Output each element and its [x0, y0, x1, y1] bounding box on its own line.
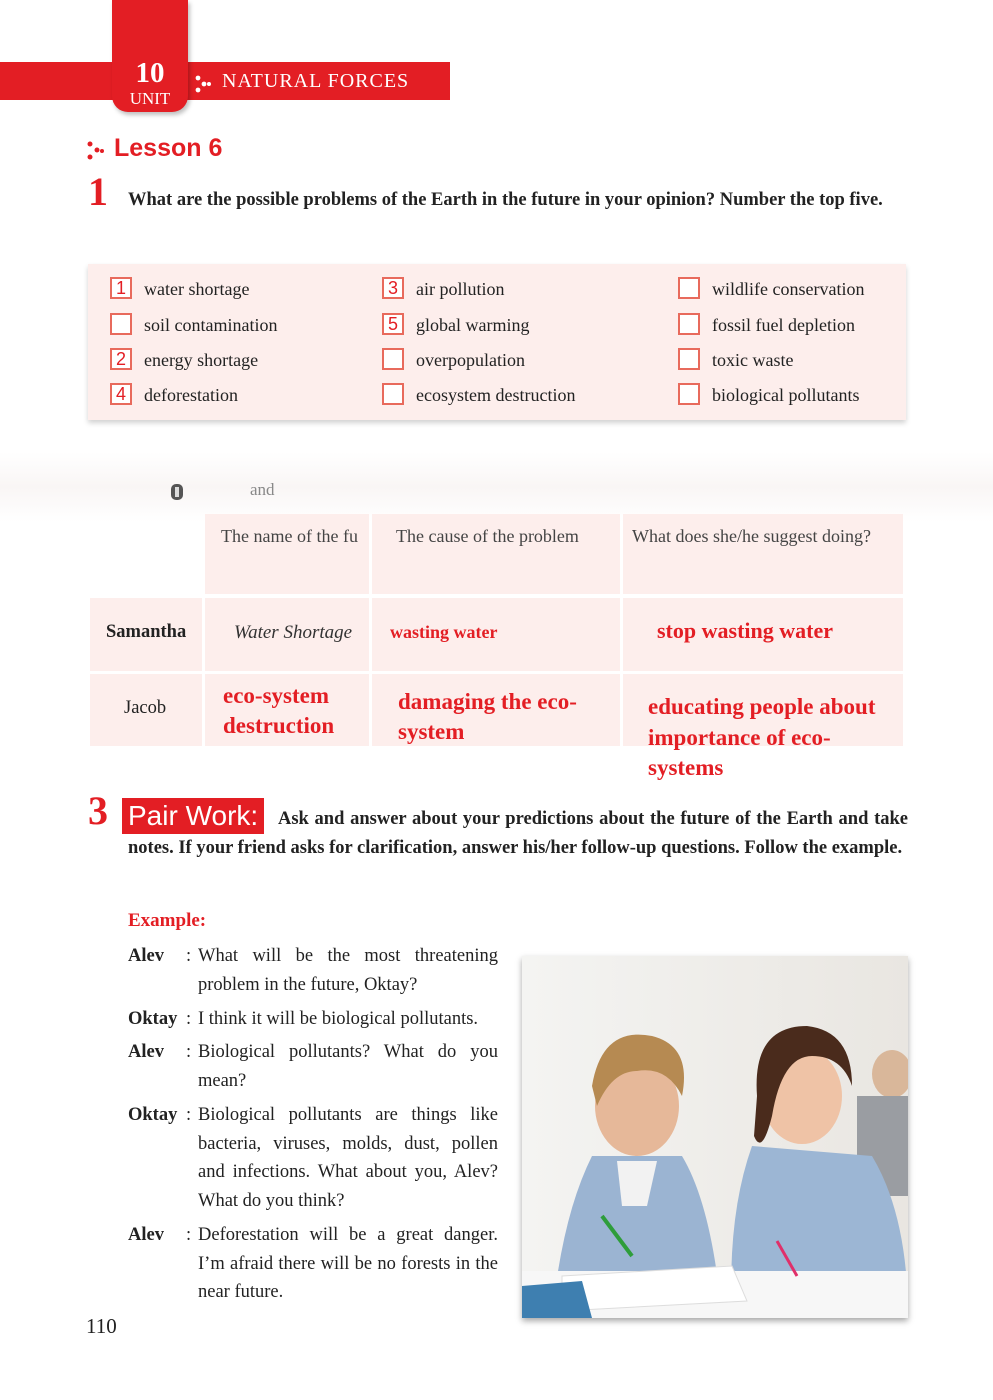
checklist-label: overpopulation: [416, 350, 525, 370]
checklist-label: energy shortage: [144, 350, 259, 370]
colon: :: [186, 1105, 192, 1125]
suggestion-answer: educating people about importance of eco-systems: [648, 694, 876, 780]
faded-instruction-text: and: [250, 480, 275, 499]
checklist-label: soil contamination: [144, 315, 278, 335]
table-header-cell: [372, 514, 620, 594]
unit-label: UNIT: [129, 89, 171, 108]
rank-box[interactable]: [678, 348, 700, 370]
cause-answer: damaging the eco-system: [398, 689, 577, 744]
table-cell[interactable]: [623, 598, 903, 671]
rank-box[interactable]: [678, 383, 700, 405]
speaker: Oktay: [128, 1105, 178, 1125]
question-number-1: 1: [88, 169, 108, 214]
rank-box[interactable]: 1: [110, 277, 132, 299]
rank-box[interactable]: 5: [382, 313, 404, 335]
faded-instruction-strip: [0, 452, 993, 522]
rank-box[interactable]: [678, 277, 700, 299]
chevron-dots-icon: [194, 74, 212, 94]
speaker: Alev: [128, 1042, 164, 1062]
header-cause: The cause of the problem: [396, 526, 579, 546]
colon: :: [186, 1225, 192, 1245]
rank-box[interactable]: [678, 313, 700, 335]
students-illustration: [522, 956, 908, 1318]
question-number-3: 3: [88, 788, 108, 833]
speaker: Oktay: [128, 1009, 178, 1029]
table-header-cell: [205, 514, 369, 594]
colon: :: [186, 1042, 192, 1062]
dialogue-text: Biological pollutants? What do you mean?: [198, 1042, 498, 1091]
checklist-label: air pollution: [416, 279, 505, 299]
rank-box[interactable]: [110, 313, 132, 335]
pair-work-badge: Pair Work:: [122, 798, 264, 834]
header-suggestion: What does she/he suggest doing?: [632, 526, 871, 546]
speaker: Alev: [128, 946, 164, 966]
rank-box[interactable]: [382, 348, 404, 370]
table-row-label: [90, 598, 202, 671]
problem-answer: Water Shortage: [234, 622, 353, 643]
rank-box[interactable]: [382, 383, 404, 405]
dialogue-text: Biological pollutants are things like bacteria, viruses, molds, dust, pollen and infections. What about you, Alev? What do you think?: [198, 1105, 498, 1211]
rank-box[interactable]: 3: [382, 277, 404, 299]
page-number: 110: [86, 1314, 117, 1338]
problem-checklist: [88, 264, 906, 420]
dialogue-text: Deforestation will be a great danger. I’m afraid there will be no forests in the near future.: [198, 1225, 498, 1302]
rank-box[interactable]: 2: [110, 348, 132, 370]
student-name: Samantha: [106, 622, 187, 642]
audio-icon[interactable]: [170, 482, 184, 502]
checklist-label: global warming: [416, 315, 530, 335]
checklist-label: wildlife conservation: [712, 279, 865, 299]
suggestion-answer: stop wasting water: [657, 618, 833, 643]
question-1-text: What are the possible problems of the Earth in the future in your opinion? Number the top five.: [128, 190, 883, 210]
checklist-label: ecosystem destruction: [416, 385, 576, 405]
dialogue-text: What will be the most threatening problem in the future, Oktay?: [198, 946, 498, 995]
unit-title: NATURAL FORCES: [222, 70, 410, 92]
rank-box[interactable]: 4: [110, 383, 132, 405]
table-cell[interactable]: [372, 598, 620, 671]
table-row-label: [90, 674, 202, 746]
checklist-label: biological pollutants: [712, 385, 860, 405]
problem-answer: eco-system destruction: [223, 683, 335, 738]
unit-number: 10: [135, 57, 165, 89]
checklist-label: toxic waste: [712, 350, 794, 370]
colon: :: [186, 1009, 192, 1029]
example-label: Example:: [128, 910, 207, 931]
checklist-label: fossil fuel depletion: [712, 315, 855, 335]
lesson-dots-icon: [86, 140, 106, 164]
checklist-label: deforestation: [144, 385, 238, 405]
colon: :: [186, 946, 192, 966]
student-name: Jacob: [124, 698, 167, 718]
header-name: The name of the fu: [221, 526, 358, 546]
unit-tab: [112, 0, 188, 112]
lesson-title: Lesson 6: [114, 134, 223, 162]
cause-answer: wasting water: [390, 622, 498, 642]
table-cell[interactable]: [205, 598, 369, 671]
dialogue-text: I think it will be biological pollutants.: [198, 1009, 479, 1029]
question-3-text: Ask and answer about your predictions about the future of the Earth and take notes. If your friend asks for clarification, answer his/her follow-up questions. Follow the example.: [128, 809, 908, 858]
speaker: Alev: [128, 1225, 164, 1245]
students-photo: [522, 956, 908, 1318]
checklist-label: water shortage: [144, 279, 250, 299]
table-header-cell: [623, 514, 903, 594]
